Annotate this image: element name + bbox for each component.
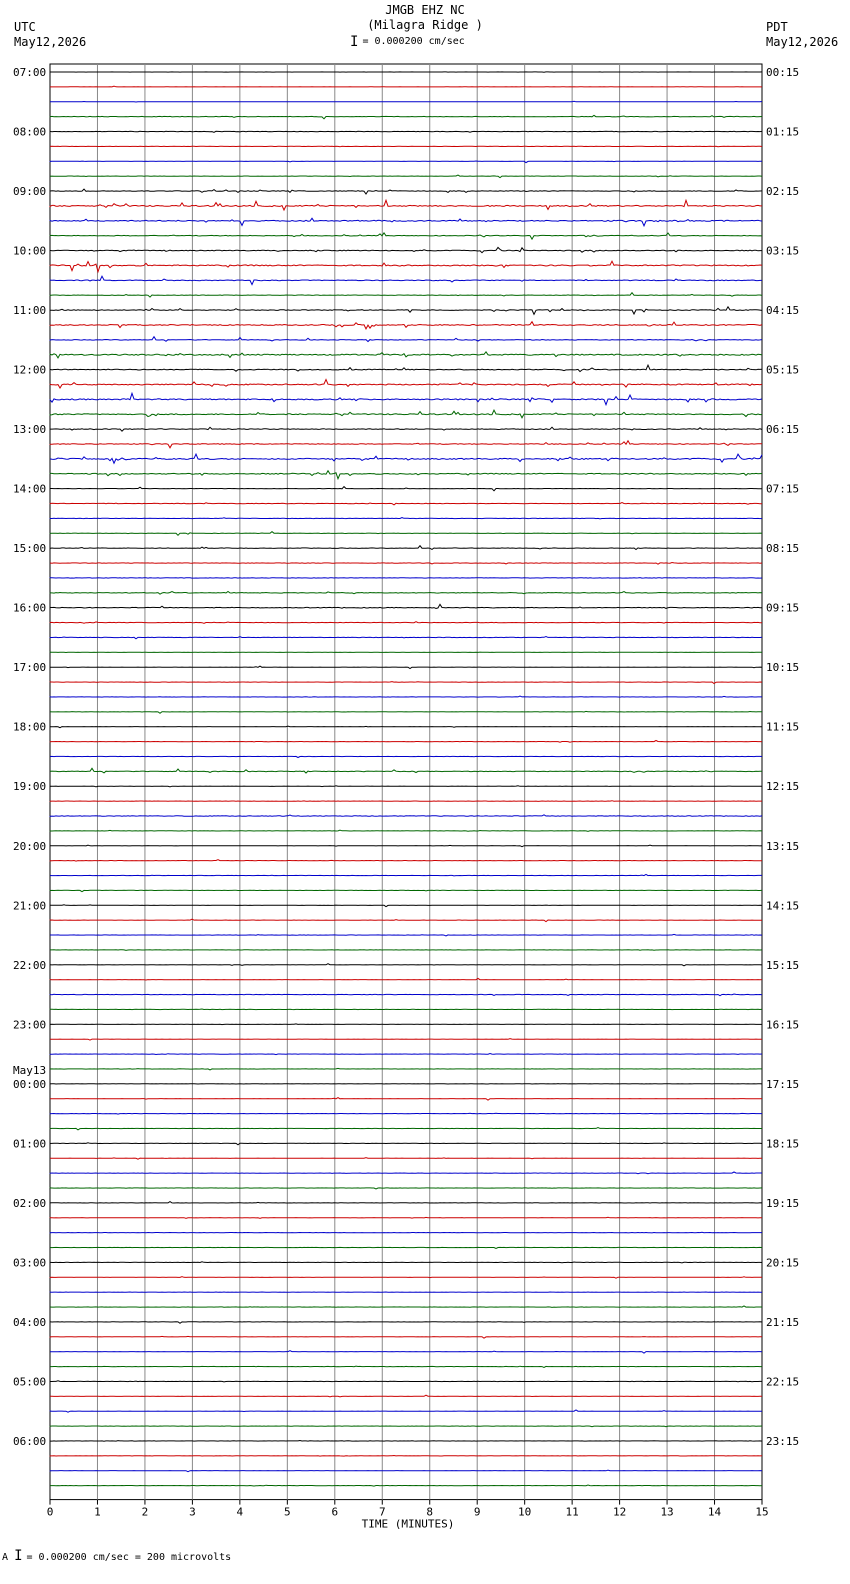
time-label-utc: 19:00 [13, 780, 47, 794]
seismic-trace [50, 441, 762, 448]
seismic-trace [50, 741, 762, 743]
scale-bar-icon: I [14, 1548, 23, 1564]
seismic-trace [50, 233, 762, 239]
seismic-trace [50, 622, 762, 624]
x-tick-label: 5 [284, 1505, 291, 1519]
time-label-utc: 06:00 [13, 1434, 47, 1448]
seismic-trace [50, 322, 762, 329]
seismic-trace [50, 1322, 762, 1324]
time-label-pdt: 11:15 [766, 720, 800, 734]
time-label-utc: 16:00 [13, 601, 47, 615]
seismic-trace [50, 1306, 762, 1308]
seismic-trace [50, 1351, 762, 1353]
seismic-trace [50, 756, 762, 757]
seismic-trace [50, 518, 762, 519]
seismic-trace [50, 1262, 762, 1263]
seismic-trace [50, 1188, 762, 1189]
x-tick-label: 4 [236, 1505, 244, 1519]
seismic-trace [50, 161, 762, 163]
time-label-utc: 08:00 [13, 125, 47, 139]
time-label-pdt: 23:15 [766, 1434, 800, 1448]
seismic-trace [50, 1426, 762, 1427]
right-date: May12,2026 [766, 35, 839, 49]
seismic-trace [50, 592, 762, 595]
seismic-trace [50, 410, 762, 418]
seismic-trace [50, 1232, 762, 1233]
time-label-utc: 22:00 [13, 958, 47, 972]
seismic-trace [50, 1217, 762, 1218]
time-label-pdt: 09:15 [766, 601, 800, 615]
seismic-trace [50, 427, 762, 431]
seismic-trace [50, 666, 762, 668]
seismic-trace [50, 115, 762, 118]
seismic-trace [50, 1336, 762, 1338]
seismic-trace [50, 682, 762, 684]
seismic-trace [50, 1247, 762, 1248]
time-label-pdt: 22:15 [766, 1375, 800, 1389]
seismic-trace [50, 1143, 762, 1145]
seismic-trace [50, 1009, 762, 1010]
time-label-pdt: 14:15 [766, 899, 800, 913]
station-location: (Milagra Ridge ) [367, 18, 483, 32]
seismic-trace [50, 1113, 762, 1114]
seismic-trace [50, 1158, 762, 1160]
scale-bar-icon: I [350, 34, 359, 50]
time-label-utc: 20:00 [13, 839, 47, 853]
footer-text: = 0.000200 cm/sec = 200 microvolts [26, 1552, 232, 1563]
x-tick-label: 10 [518, 1505, 532, 1519]
time-label-pdt: 12:15 [766, 780, 800, 794]
seismic-trace [50, 352, 762, 358]
seismic-trace [50, 905, 762, 907]
seismic-trace [50, 994, 762, 996]
seismic-trace [50, 546, 762, 550]
seismic-trace [50, 1039, 762, 1041]
time-label-utc: 05:00 [13, 1375, 47, 1389]
time-label-utc: 01:00 [13, 1137, 47, 1151]
time-label-pdt: 17:15 [766, 1077, 800, 1091]
seismic-trace [50, 637, 762, 639]
time-label-utc: 10:00 [13, 244, 47, 258]
seismic-trace [50, 1410, 762, 1412]
seismic-trace [50, 874, 762, 876]
x-axis-title: TIME (MINUTES) [361, 1517, 455, 1531]
seismic-trace [50, 801, 762, 802]
station-title: JMGB EHZ NC [385, 3, 465, 17]
seismic-trace [50, 131, 762, 132]
time-label-utc: 03:00 [13, 1256, 47, 1270]
seismic-trace [50, 1366, 762, 1367]
time-label-utc: 07:00 [13, 66, 47, 79]
time-label-pdt: 04:15 [766, 304, 800, 318]
seismic-trace [50, 786, 762, 787]
left-timezone: UTC [14, 20, 36, 34]
footer-marker: A [2, 1552, 9, 1563]
time-label-pdt: 21:15 [766, 1315, 800, 1329]
scale-text: = 0.000200 cm/sec [362, 36, 465, 47]
x-tick-label: 15 [755, 1505, 769, 1519]
seismic-trace [50, 1395, 762, 1397]
seismic-trace [50, 890, 762, 891]
seismic-trace [50, 1024, 762, 1025]
seismic-trace [50, 726, 762, 728]
seismic-trace [50, 845, 762, 847]
time-label-utc: 15:00 [13, 542, 47, 556]
seismic-trace [50, 604, 762, 608]
time-label-pdt: 00:15 [766, 66, 800, 79]
footer-scale [2, 1548, 231, 1564]
seismic-trace [50, 218, 762, 226]
seismic-trace [50, 86, 762, 87]
seismic-trace [50, 487, 762, 491]
time-label-pdt: 10:15 [766, 661, 800, 675]
x-tick-label: 9 [473, 1505, 481, 1519]
seismic-trace [50, 1485, 762, 1486]
seismic-trace [50, 1098, 762, 1101]
time-label-pdt: 20:15 [766, 1256, 800, 1270]
seismic-trace [50, 830, 762, 831]
time-label-pdt: 06:15 [766, 423, 800, 437]
seismic-trace [50, 964, 762, 966]
seismic-trace [50, 276, 762, 284]
time-label-utc: 02:00 [13, 1196, 47, 1210]
seismic-trace [50, 1381, 762, 1382]
time-label-utc: 11:00 [13, 304, 47, 318]
time-label-utc: 13:00 [13, 423, 47, 437]
time-label-pdt: 18:15 [766, 1137, 800, 1151]
time-label-utc: 12:00 [13, 363, 47, 377]
seismic-trace [50, 503, 762, 505]
seismic-trace [50, 860, 762, 861]
time-label-pdt: 02:15 [766, 185, 800, 199]
seismic-trace [50, 1202, 762, 1203]
seismic-trace [50, 532, 762, 536]
seismic-trace [50, 1068, 762, 1070]
seismic-trace [50, 307, 762, 315]
time-label-utc: 23:00 [13, 1018, 47, 1032]
seismic-trace [50, 454, 762, 463]
time-label-pdt: 15:15 [766, 958, 800, 972]
x-tick-label: 6 [331, 1505, 339, 1519]
right-timezone: PDT [766, 20, 788, 34]
date-label: May13 [13, 1063, 47, 1077]
time-label-pdt: 01:15 [766, 125, 800, 139]
time-label-utc: 21:00 [13, 899, 47, 913]
x-tick-label: 12 [612, 1505, 627, 1519]
x-tick-label: 0 [46, 1505, 54, 1519]
time-label-pdt: 13:15 [766, 839, 800, 853]
x-tick-label: 14 [707, 1505, 722, 1519]
seismic-trace [50, 711, 762, 713]
seismic-trace [50, 337, 762, 342]
time-label-pdt: 03:15 [766, 244, 800, 258]
seismic-trace [50, 365, 762, 372]
seismic-trace [50, 146, 762, 147]
time-label-pdt: 08:15 [766, 542, 800, 556]
seismic-trace [50, 293, 762, 297]
x-tick-label: 11 [565, 1505, 579, 1519]
time-label-utc: 18:00 [13, 720, 47, 734]
seismic-trace [50, 189, 762, 194]
x-tick-label: 8 [426, 1505, 434, 1519]
seismic-trace [50, 247, 762, 252]
time-label-utc: 17:00 [13, 661, 47, 675]
left-date: May12,2026 [14, 35, 87, 49]
seismic-trace [50, 978, 762, 980]
seismic-trace [50, 200, 762, 210]
plot-frame [50, 64, 762, 1500]
seismic-trace [50, 578, 762, 579]
seismic-trace [50, 563, 762, 565]
x-tick-label: 2 [141, 1505, 149, 1519]
x-tick-label: 1 [94, 1505, 101, 1519]
seismic-trace [50, 768, 762, 773]
time-label-pdt: 07:15 [766, 482, 800, 496]
seismic-trace [50, 1470, 762, 1472]
time-label-utc: 04:00 [13, 1315, 47, 1329]
time-label-utc: 00:00 [13, 1077, 47, 1091]
x-tick-label: 13 [660, 1505, 674, 1519]
seismic-trace [50, 101, 762, 102]
seismic-trace [50, 815, 762, 817]
seismic-trace [50, 393, 762, 404]
seismic-trace [50, 1456, 762, 1457]
seismic-trace [50, 1172, 762, 1174]
seismic-trace [50, 934, 762, 936]
time-label-utc: 14:00 [13, 482, 47, 496]
seismic-trace [50, 696, 762, 697]
time-label-pdt: 16:15 [766, 1018, 800, 1032]
time-label-utc: 09:00 [13, 185, 47, 199]
seismic-trace [50, 261, 762, 272]
seismic-trace [50, 471, 762, 479]
seismic-trace [50, 1128, 762, 1130]
time-label-pdt: 05:15 [766, 363, 800, 377]
seismic-trace [50, 950, 762, 951]
time-label-pdt: 19:15 [766, 1196, 800, 1210]
seismic-trace [50, 175, 762, 178]
x-tick-label: 7 [378, 1505, 386, 1519]
seismic-trace [50, 1441, 762, 1442]
seismic-trace [50, 1277, 762, 1279]
seismic-trace [50, 380, 762, 389]
seismic-trace [50, 1054, 762, 1055]
x-tick-label: 3 [189, 1505, 196, 1519]
seismic-trace [50, 919, 762, 921]
